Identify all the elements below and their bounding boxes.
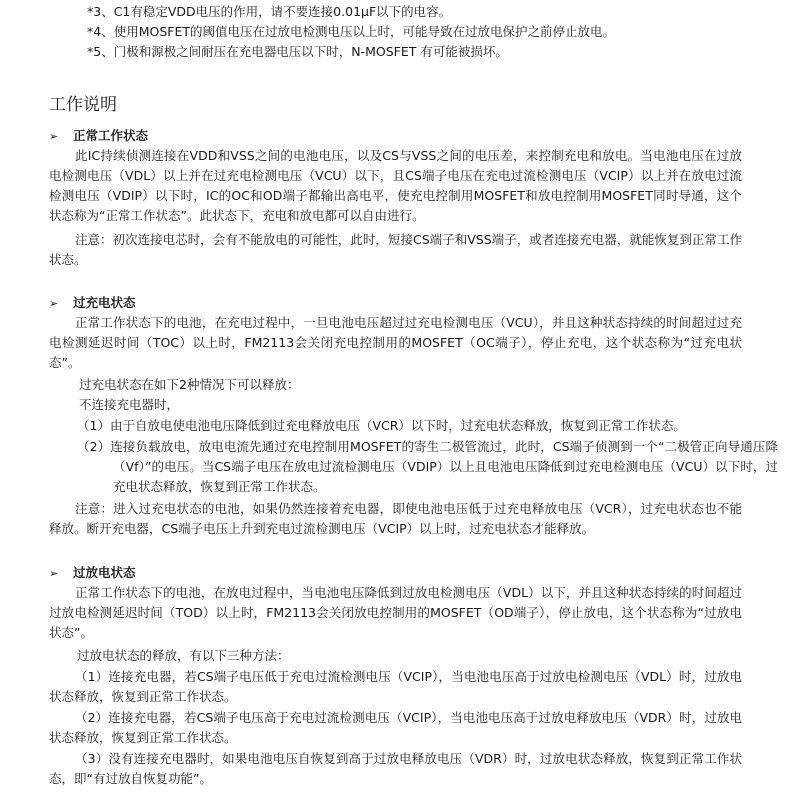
heading-overdischarge-state	[49, 565, 136, 582]
overcharge-no-charger: 不连接充电器时，	[79, 397, 180, 412]
section-title: 工作说明	[49, 95, 117, 115]
footnote-5: *5、门极和源极之间耐压在充电器电压以下时，N-MOSFET 有可能被损坏。	[87, 44, 508, 59]
overdischarge-method-1: （1）连接充电器，若CS端子电压低于充电过流检测电压（VCIP），当电池电压高于过放电检测电压（VDL）时，过放电状态释放，恢复到正常工作状态。	[49, 669, 742, 704]
overcharge-item-1: （1）由于自放电使电池电压降低到过充电释放电压（VCR）以下时，过充电状态释放，恢复到正常工作状态。	[77, 418, 686, 433]
heading-overcharge-state	[49, 295, 136, 312]
overcharge-note: 注意：进入过充电状态的电池，如果仍然连接着充电器，即使电池电压低于过充电释放电压（VCR），过充电状态也不能释放。断开充电器，CS端子电压上升到充电过流检测电压（VCIP）以上时，过充电状态才能释放。	[49, 501, 742, 536]
footnote-3: *3、C1有稳定VDD电压的作用，请不要连接0.01μF以下的电容。	[87, 4, 452, 19]
overdischarge-method-2: （2）连接充电器，若CS端子电压高于充电过流检测电压（VCIP），当电池电压高于过放电释放电压（VDR）时，过放电状态释放，恢复到正常工作状态。	[49, 710, 742, 745]
overdischarge-release-intro: 过放电状态的释放，有以下三种方法：	[77, 648, 290, 663]
overdischarge-paragraph-1: 正常工作状态下的电池，在放电过程中，当电池电压降低到过放电检测电压（VDL）以下，并且这种状态持续的时间超过过放电检测延迟时间（TOD）以上时，FM2113会关闭放电控制用的MOSFET（OD端子），停止放电，这个状态称为“过放电状态”。	[49, 585, 742, 640]
overcharge-paragraph-1: 正常工作状态下的电池，在充电过程中，一旦电池电压超过过充电检测电压（VCU），并且这种状态持续的时间超过过充电检测延迟时间（TOC）以上时，FM2113会关闭充电控制用的MOSFET（OC端子），停止充电，这个状态称为“过充电状态”。	[49, 315, 742, 370]
normal-note: 注意：初次连接电芯时，会有不能放电的可能性，此时，短接CS端子和VSS端子，或者连接充电器，就能恢复到正常工作状态。	[49, 232, 742, 267]
overcharge-item-2: （2）连接负载放电，放电电流先通过充电控制用MOSFET的寄生二极管流过，此时，CS端子侦测到一个“二极管正向导通压降（Vf）”的电压。当CS端子电压在放电过流检测电压（VDIP）以上且电池电压降低到过充电检测电压（VCU）以下时，过充电状态释放，恢复到正常工作状态。	[77, 439, 778, 494]
bullet-arrow-icon: ➢	[49, 130, 59, 143]
heading-normal-state	[49, 128, 148, 145]
bullet-arrow-icon: ➢	[49, 297, 59, 310]
bullet-arrow-icon: ➢	[49, 567, 59, 580]
heading-overcharge-label: 过充电状态	[73, 295, 136, 310]
heading-overdischarge-label: 过放电状态	[73, 565, 136, 580]
overcharge-release-intro: 过充电状态在如下2种情况下可以释放：	[79, 377, 300, 392]
overdischarge-method-3: （3）没有连接充电器时，如果电池电压自恢复到高于过放电释放电压（VDR）时，过放电状态释放，恢复到正常工作状态，即“有过放自恢复功能”。	[49, 751, 742, 786]
heading-normal-label: 正常工作状态	[73, 128, 149, 143]
normal-paragraph-1: 此IC持续侦测连接在VDD和VSS之间的电池电压，以及CS与VSS之间的电压差，来控制充电和放电。当电池电压在过放电检测电压（VDL）以上并在过充电检测电压（VCU）以下，且CS端子电压在充电过流检测电压（VCIP）以上并在放电过流检测电压（VDIP）以下时，IC的OC和OD端子都输出高电平，使充电控制用MOSFET和放电控制用MOSFET同时导通，这个状态称为“正常工作状态”。此状态下，充电和放电都可以自由进行。	[49, 148, 742, 223]
footnote-4: *4、使用MOSFET的阈值电压在过放电检测电压以上时，可能导致在过放电保护之前停止放电。	[87, 24, 615, 39]
